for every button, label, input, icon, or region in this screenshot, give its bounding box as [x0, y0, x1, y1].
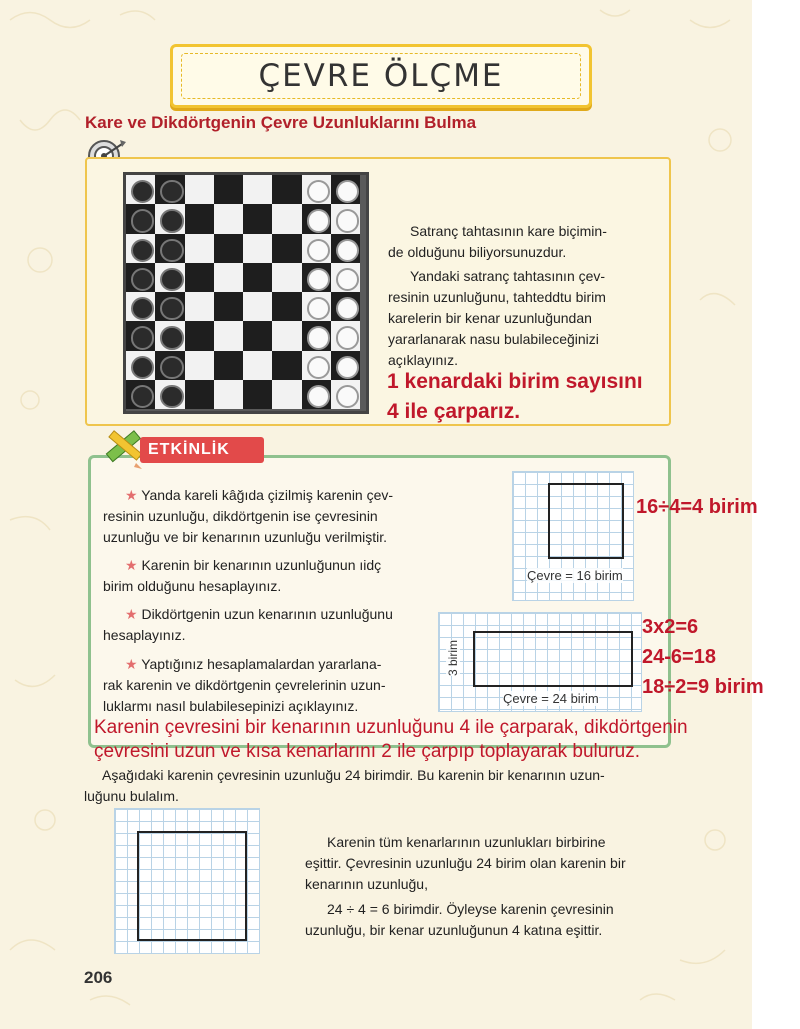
- intro-paragraph-1: [388, 221, 648, 263]
- text-line: Karenin çevresini bir kenarının uzunluğunu 4 ile çarparak, dikdörtgenin: [94, 717, 688, 738]
- text-line: Yaptığınız hesaplamalardan yararlana-: [141, 656, 382, 672]
- board-square: [214, 292, 243, 321]
- star-icon: ★: [125, 557, 138, 573]
- text-line: Satranç tahtasının kare biçimin-: [410, 223, 607, 239]
- text-line: 24 ÷ 4 = 6 birimdir. Öyleyse karenin çevresinin: [327, 901, 614, 917]
- board-square: [243, 175, 272, 204]
- text-line: 1 kenardaki birim sayısını: [387, 370, 643, 393]
- board-square: [185, 263, 214, 292]
- activity-badge: ETKİNLİK: [140, 437, 264, 463]
- text-line: 24-6=18: [642, 646, 716, 668]
- intro-paragraph-2: [388, 266, 650, 371]
- example-text-1: [305, 832, 670, 895]
- board-square: [243, 321, 272, 350]
- text-line: Karenin tüm kenarlarının uzunlukları birbirine: [327, 834, 606, 850]
- board-square: [185, 351, 214, 380]
- square-perimeter-caption: Çevre = 16 birim: [527, 568, 623, 583]
- board-square: [272, 351, 301, 380]
- board-square: [185, 292, 214, 321]
- typed-answer: [94, 716, 794, 764]
- text-line: uzunluğu, bir kenar uzunluğunun 4 katına eşittir.: [305, 922, 603, 938]
- white-piece: [336, 326, 359, 349]
- square-grid: [512, 471, 634, 601]
- black-piece: [131, 326, 154, 349]
- star-icon: ★: [125, 487, 138, 503]
- board-square: [214, 263, 243, 292]
- white-piece: [307, 326, 330, 349]
- black-piece: [131, 385, 154, 408]
- page-number: 206: [84, 968, 113, 987]
- text-line: luklarmı nasıl bulabilesepinizi açıklayınız.: [103, 698, 359, 714]
- star-icon: ★: [125, 656, 138, 672]
- text-line: Aşağıdaki karenin çevresinin uzunluğu 24 birimdir. Bu karenin bir kenarının uzun-: [102, 767, 605, 783]
- board-square: [185, 175, 214, 204]
- black-piece: [160, 356, 183, 379]
- text-line: 18÷2=9 birim: [642, 676, 764, 698]
- board-square: [272, 234, 301, 263]
- handwritten-square-calc: 16÷4=4 birim: [636, 496, 758, 518]
- board-square: [243, 204, 272, 233]
- board-square: [272, 321, 301, 350]
- example-intro: [84, 765, 684, 807]
- rectangle-perimeter-caption: Çevre = 24 birim: [503, 691, 599, 706]
- text-line: luğunu bulalım.: [84, 788, 179, 804]
- board-square: [185, 234, 214, 263]
- white-piece: [336, 239, 359, 262]
- example-text-2: [305, 899, 670, 941]
- rectangle-grid: [438, 612, 642, 712]
- board-square: [272, 380, 301, 409]
- text-line: resinin uzunluğunu, tahteddtu birim: [388, 289, 606, 305]
- white-piece: [307, 209, 330, 232]
- activity-item-1: [103, 485, 423, 548]
- handwritten-answer-1: [387, 367, 643, 427]
- rectangle-side-label: 3 birim: [446, 639, 461, 677]
- black-piece: [160, 326, 183, 349]
- black-piece: [131, 209, 154, 232]
- white-piece: [336, 209, 359, 232]
- board-square: [272, 175, 301, 204]
- board-square: [214, 380, 243, 409]
- text-line: hesaplayınız.: [103, 627, 186, 643]
- board-square: [185, 380, 214, 409]
- black-piece: [160, 385, 183, 408]
- text-line: 4 ile çarparız.: [387, 400, 521, 423]
- text-line: rak karenin ve dikdörtgenin çevrelerinin uzun-: [103, 677, 386, 693]
- board-square: [272, 292, 301, 321]
- text-line: yararlanarak nasu bulabileceğinizi: [388, 331, 599, 347]
- text-line: çevresini uzun ve kısa kenarlarını 2 ile çarpıp toplayarak buluruz.: [94, 741, 640, 762]
- text-line: de olduğunu biliyorsunuzdur.: [388, 244, 567, 260]
- board-square: [185, 204, 214, 233]
- rectangle-shape: [473, 631, 633, 687]
- square-shape: [548, 483, 624, 559]
- text-line: Yanda kareli kâğıda çizilmiş karenin çev-: [141, 487, 394, 503]
- board-square: [214, 234, 243, 263]
- white-piece: [307, 268, 330, 291]
- white-piece: [336, 385, 359, 408]
- board-square: [243, 380, 272, 409]
- text-line: karelerin bir kenar uzunluğundan: [388, 310, 592, 326]
- white-piece: [336, 297, 359, 320]
- page-title: ÇEVRE ÖLÇME: [170, 44, 592, 108]
- board-square: [214, 321, 243, 350]
- white-piece: [307, 356, 330, 379]
- handwritten-rectangle-calc: [642, 612, 764, 702]
- text-line: birim olduğunu hesaplayınız.: [103, 578, 282, 594]
- black-piece: [131, 356, 154, 379]
- text-line: eşittir. Çevresinin uzunluğu 24 birim olan karenin bir: [305, 855, 626, 871]
- chessboard-image: [123, 172, 369, 414]
- black-piece: [160, 268, 183, 291]
- text-line: Karenin bir kenarının uzunluğunun ıidç: [141, 557, 382, 573]
- text-line: kenarının uzunluğu,: [305, 876, 428, 892]
- example-square-shape: [137, 831, 247, 941]
- activity-item-2: [103, 555, 423, 597]
- example-square-grid: [114, 808, 260, 954]
- black-piece: [131, 239, 154, 262]
- text-line: resinin uzunluğu, dikdörtgenin ise çevresinin: [103, 508, 378, 524]
- text-line: açıklayınız.: [388, 352, 459, 368]
- white-piece: [336, 356, 359, 379]
- white-piece: [336, 268, 359, 291]
- board-square: [214, 351, 243, 380]
- section-heading: Kare ve Dikdörtgenin Çevre Uzunluklarını Bulma: [85, 113, 477, 132]
- white-piece: [307, 297, 330, 320]
- text-line: uzunluğu ve bir kenarının uzunluğu verilmiştir.: [103, 529, 388, 545]
- activity-item-4: [103, 654, 423, 717]
- text-line: Dikdörtgenin uzun kenarının uzunluğunu: [141, 606, 393, 622]
- board-square: [243, 292, 272, 321]
- star-icon: ★: [125, 606, 138, 622]
- black-piece: [160, 180, 183, 203]
- white-piece: [307, 180, 330, 203]
- board-square: [214, 204, 243, 233]
- board-square: [214, 175, 243, 204]
- board-square: [243, 263, 272, 292]
- board-square: [185, 321, 214, 350]
- white-piece: [307, 385, 330, 408]
- black-piece: [160, 239, 183, 262]
- white-piece: [336, 180, 359, 203]
- board-square: [243, 234, 272, 263]
- board-square: [243, 351, 272, 380]
- black-piece: [131, 268, 154, 291]
- text-line: 3x2=6: [642, 616, 699, 638]
- black-piece: [160, 297, 183, 320]
- black-piece: [160, 209, 183, 232]
- white-piece: [307, 239, 330, 262]
- board-square: [272, 204, 301, 233]
- activity-item-3: [103, 604, 423, 646]
- text-line: Yandaki satranç tahtasının çev-: [410, 268, 606, 284]
- board-square: [272, 263, 301, 292]
